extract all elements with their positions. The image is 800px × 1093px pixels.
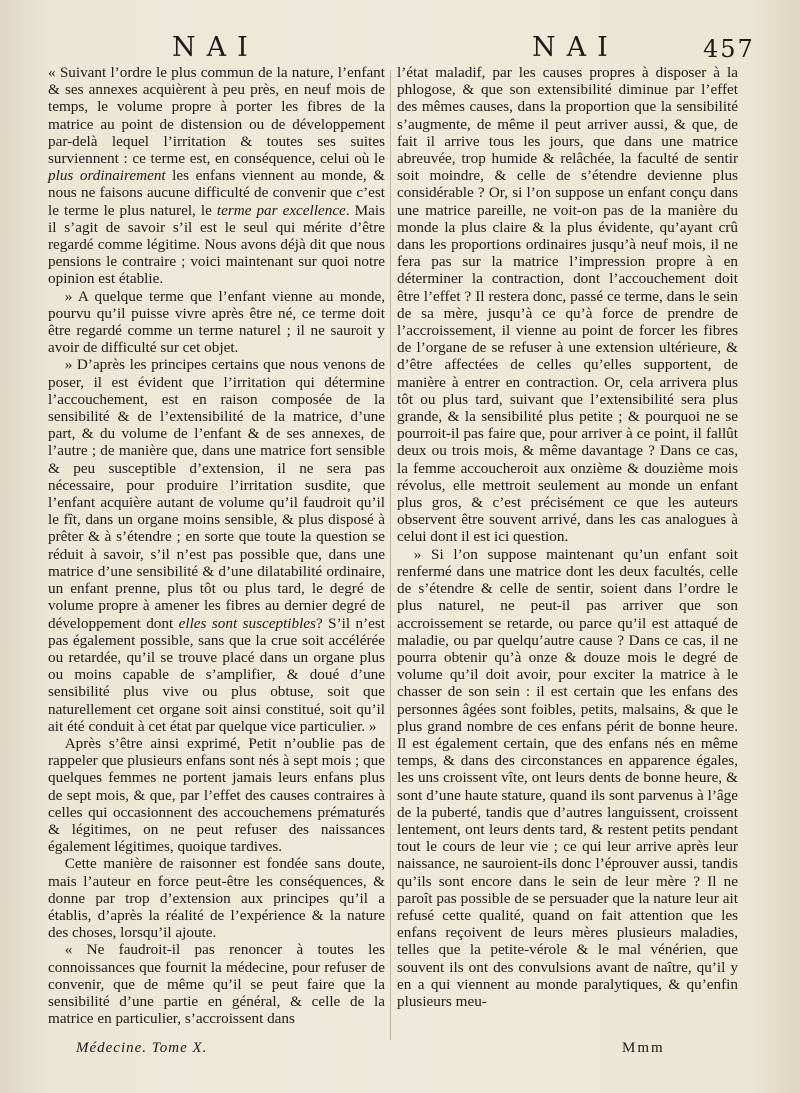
paragraph: « Ne faudroit-il pas renoncer à toutes les connoissances que fournit la médecine, pour refuser de convenir, que de même qu’il se peut faire que la sensibilité d’une partie en général, & celle de la matrice en particulier, s’accroissent dans <box>48 941 385 1028</box>
paragraph: Cette manière de raisonner est fondée sans doute, mais l’auteur en force peut-être les conséquences, & donne par trop d’extension aux principes qu’il a établis, d’après la réalité de l’expérience & la nature des choses, lorsqu’il ajoute. <box>48 855 385 942</box>
running-head-left: NAI <box>172 32 259 63</box>
running-head <box>0 32 800 66</box>
paragraph: l’état maladif, par les causes propres à disposer à la phlogose, & que son extensibilité diminue par l’effet des mêmes causes, dans la proportion que la sensibilité s’augmente, de même il peut arriver aussi, & que, de fait il arrive tous les jours, que dans une matrice abreuvée, trop humide & relâchée, la faculté de sentir soit moindre, & celle de s’étendre devienne plus considérable ? Or, si l’on suppose un enfant conçu dans une matrice pareille, ne voit-on pas de la manière du monde la plus claire & la plus évidente, qu’ayant crû dans les proportions ordinaires jusqu’à neuf mois, il ne fera pas sur la matrice l’impression propre à en déterminer la contraction, dont l’accouchement doit être l’effet ? Il restera donc, passé ce terme, dans le sein de sa mère, jusqu’à ce qu’à force de prendre de l’accroissement, il vienne au point de forcer les fibres de l’organe de se refuser à une extension ultérieure, & d’être affectées de celles qu’elles supportent, de manière à entrer en contraction. Or, cela arrivera plus tôt ou plus tard, suivant que l’extensibilité sera plus grande, & la sensibilité plus petite ; & pourquoi ne se pourroit-il pas faire que, pour arriver à ce point, il fallût deux ou trois mois, & même davantage ? Dans ce cas, la femme accoucheroit aux onzième & douzième mois révolus, elle mettroit seulement au monde un enfant plus gros, & c’est précisément ce que les auteurs observent être souvent arrivé, dans les cas analogues à celui dont il est ici question. <box>397 64 738 546</box>
paragraph: Après s’être ainsi exprimé, Petit n’oublie pas de rappeler que plusieurs enfans sont nés à sept mois ; que quelques femmes ne portent jamais leurs enfans plus de sept mois, & que, par l’effet des causes contraires à celles qui occasionnent des accouchemens prématurés & légitimes, on ne peut refuser des naissances également légitimes, quoique tardives. <box>48 734 385 856</box>
page-number: 457 <box>703 35 755 63</box>
page-footer <box>0 1040 800 1062</box>
signature-mark: Mmm <box>622 1040 665 1056</box>
signature-left: Médecine. Tome X. <box>76 1040 208 1056</box>
left-column <box>48 64 385 1027</box>
right-column <box>397 64 738 1010</box>
paragraph: « Suivant l’ordre le plus commun de la nature, l’enfant & ses annexes acquièrent à peu près, en neuf mois de temps, le volume propre à porter les fibres de la matrice au point de distension ou de développement par-delà lequel l’irritation & toutes ses suites surviennent : ce terme est, en conséquence, celui où le plus ordinairement les enfans viennent au monde, & nous ne faisons aucune difficulté de convenir que c’est le terme le plus naturel, le terme par excellence. Mais il s’agit de savoir s’il est le seul qui mérite d’être regardé comme légitime. Nous avons déjà dit que nous pensions le contraire ; voici maintenant sur quoi notre opinion est établie. <box>48 64 386 288</box>
paragraph: » Si l’on suppose maintenant qu’un enfant soit renfermé dans une matrice dont les deux facultés, celle de s’étendre & celle de sentir, soient dans l’ordre le plus naturel, ne peut-il pas arriver que son accroissement se retarde, ou parce qu’il est attaqué de maladie, ou par quelqu’autre cause ? Dans ce cas, il ne pourra obtenir qu’à onze & douze mois le degré de volume qu’il doit avoir, pour exciter la matrice à le chasser de son sein : il est certain que les enfans des personnes âgées sont foibles, petits, malsains, & que le plus grand nombre de ces enfans périt de bonne heure. Il est également certain, que des enfans nés en même temps, & dans des circonstances en apparence égales, les uns croissent vîte, ont leurs dents de bonne heure, & sont d’une haute stature, quand ils sont parvenus à l’âge de la puberté, tandis que d’autres languissent, croissent lentement, ont leurs dents tard, & restent petits pendant tout le cours de leur vie ; ce qui leur arrive après leur naissance, ne sauroient-ils donc l’éprouver aussi, tandis qu’ils sont encore dans le sein de leur mère ? Il ne paroît pas possible de se persuader que la nature leur ait refusé cette qualité, quand on fait attention que les enfans reçoivent de leurs mères plusieurs maladies, telles que la petite-vérole & le mal vénérien, que souvent ils ont des convulsions avant de naître, qu’il y en a qui viennent au monde paralytiques, & qu’enfin plusieurs meu- <box>397 545 738 1010</box>
paragraph: » D’après les principes certains que nous venons de poser, il est évident que l’irritation qui détermine l’accouchement, est en raison composée de la sensibilité & de l’extensibilité de la matrice, d’une part, & du volume de l’enfant & de ses annexes, de l’autre ; de manière que, dans une matrice fort sensible & peu susceptible d’extension, il ne sera pas nécessaire, pour produire l’irritation susdite, que l’enfant acquière autant de volume qu’il faudroit qu’il le fît, dans un organe moins sensible, & plus disposé à prêter & à s’étendre ; en sorte que toute la question se réduit à savoir, s’il n’est pas possible que, dans une matrice d’une sensibilité & d’une dilatabilité ordinaire, un enfant prenne, plus tôt ou plus tard, le degré de volume propre à amener les fibres au dernier degré de développement dont elles sont susceptibles? S’il n’est pas également possible, sans que la crue soit accélérée ou retardée, qu’il se trouve placé dans un organe plus ou moins capable de s’amplifier, & doué d’une sensibilité plus vive ou plus obtuse, soit que naturellement cet organe soit ainsi constitué, soit qu’il ait été conduit à cet état par quelque vice particulier. » <box>48 356 386 735</box>
paragraph: » A quelque terme que l’enfant vienne au monde, pourvu qu’il puisse vivre après être né, ce terme doit être regardé comme un terme naturel ; il ne sauroit y avoir de difficulté sur cet objet. <box>48 287 385 357</box>
running-head-right: NAI <box>532 32 619 63</box>
column-divider <box>390 70 391 1040</box>
